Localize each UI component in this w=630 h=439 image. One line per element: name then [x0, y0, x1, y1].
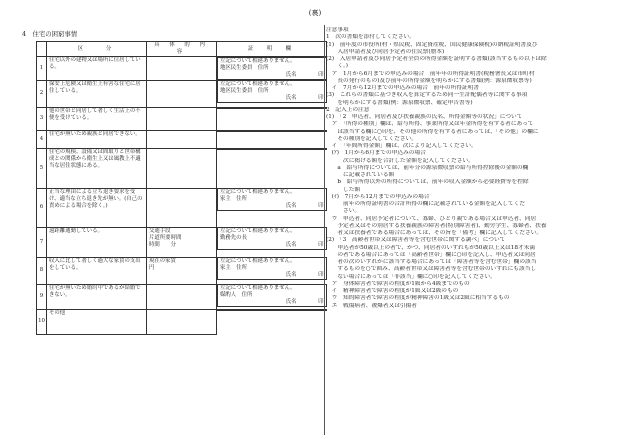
- note-line: ア 身体障害者で障害の程度が1級から4級までのもの: [326, 280, 470, 287]
- row-number: 1: [37, 57, 47, 81]
- note-line: ア 「所得の種別」欄は、給与所得、事業所得又は年金所得を有する者にあって: [326, 121, 534, 128]
- row-number: 8: [37, 257, 47, 284]
- cert-line: 左記について相違ありません。: [220, 81, 296, 87]
- section-title: 4 住宅の困窮事情: [22, 30, 78, 38]
- row-detail[interactable]: 交通手段 片道所要時間 時間 分: [147, 227, 217, 257]
- column-divider: [324, 25, 325, 435]
- row-certification[interactable]: [217, 309, 327, 311]
- row-category: 住宅の規模、設備又は間取りと世帯構成との関係から衛生上又は風教上不適当な居住状態にある。: [47, 148, 147, 188]
- row-number: 9: [37, 284, 47, 309]
- note-line: (ｱ) 1月から6月までの申込みの場合: [326, 150, 426, 157]
- note-line: (1) 前年度の市役所(村・県民税、固定資産税、国民健康保険税)の納税証明書及び: [326, 41, 538, 48]
- table-row: [37, 107, 327, 130]
- cert-line: 氏名 印: [285, 72, 324, 78]
- row-certification[interactable]: [217, 188, 327, 211]
- cert-line: 媒酌人 住所: [220, 292, 253, 298]
- note-line: 予定者又はその別居する扶養親族の障害者(特別障害者)、勤労学生、寡婦者、扶養: [326, 222, 547, 229]
- row-category: 住宅以外の建物又は場所に住居している。: [47, 57, 147, 81]
- note-line: した額: [326, 186, 361, 193]
- header-certification: 証 明 欄: [217, 42, 327, 57]
- table-row: [37, 257, 327, 284]
- page-side-label: (裏): [308, 9, 322, 17]
- row-number: 4: [37, 130, 47, 148]
- cert-line: 地区民生委員 住所: [220, 88, 269, 94]
- row-detail[interactable]: [147, 284, 217, 309]
- row-certification[interactable]: [217, 107, 327, 109]
- cert-line: 左記について相違ありません。: [220, 189, 296, 195]
- row-category: 住宅が無いため親族と同居できない。: [47, 130, 147, 148]
- row-number: 5: [37, 148, 47, 188]
- header-no: [37, 42, 47, 57]
- row-detail[interactable]: 現在の家賃 円: [147, 257, 217, 284]
- table-row: [37, 80, 327, 107]
- note-line: 者又は扶養者である場合にあっては、その旨を「備考」欄に記入してください。: [326, 230, 543, 236]
- cert-line: 左記について相違ありません。: [220, 228, 296, 234]
- note-line: 長の発行のもの)及び前年の所得金額を明らかにする書類(例：源泉徴収票等): [326, 77, 532, 84]
- note-line: イ 「年間所得金額」欄は、次により記入してください。: [326, 143, 477, 149]
- cert-line: 左記について相違ありません。: [220, 285, 296, 291]
- note-line: 入居申請者及び同居予定者の住民票(謄本): [326, 48, 445, 55]
- row-detail[interactable]: [147, 148, 217, 188]
- row-number: 7: [37, 227, 47, 257]
- note-line: 者の次のいずれかに該当する場合にあっては「障害者等を含む世帯」欄の該当: [326, 259, 537, 265]
- note-line: a 給与所得については、前年分の源泉徴収票の給与所得控除後の金額の欄: [326, 164, 529, 171]
- row-category: 正当な理由による立ち退き要求を受け、適当な立ち退き先が無い。(自己の責めによる場合を除く。): [47, 188, 147, 227]
- row-detail[interactable]: [147, 80, 217, 107]
- note-line: の者である場合にあっては「高齢者世帯」欄に○印を記入し、申込者又は同居: [326, 251, 536, 258]
- note-line: 2 記入上の注意: [326, 106, 370, 113]
- row-category: 住宅が無いため婚約中であるが結婚できない。: [47, 284, 147, 309]
- note-line: さい。: [326, 208, 361, 215]
- row-category: 遠距離通勤している。: [47, 227, 147, 257]
- row-category: 保安上危険又は衛生上有害な住宅に居住している。: [47, 80, 147, 107]
- note-line: イ 7月から12月までの申込みの場合 前年の所得証明書: [326, 85, 480, 91]
- note-line: を明らかにする書類(例：源泉徴収票、確定申告書等): [326, 99, 473, 106]
- note-line: エ 戦傷病者、被爆者又は引揚者: [326, 302, 417, 309]
- cert-line: 氏名 印: [285, 272, 324, 278]
- note-line: (ｲ) 7月から12月までの申込みの場合: [326, 193, 430, 200]
- note-line: 申込者が50歳以上の者で、かつ、同居者のいずれもが50歳以上又は18才未満: [326, 244, 536, 251]
- note-line: b 給与所得以外の所得については、前年の収入金額から必要経費等を控除: [326, 179, 529, 186]
- table-row: [37, 309, 327, 334]
- notes-heading: 注意事項: [326, 27, 349, 33]
- row-detail[interactable]: [147, 130, 217, 148]
- note-line: ウ 申込者、同居予定者について、寡婦、ひとり親である場合又は申込者、同居: [326, 215, 537, 222]
- row-category: その他: [47, 309, 147, 334]
- row-category: 収入に比して著しく過大な家賃の支出をしている。: [47, 257, 147, 284]
- row-detail[interactable]: [147, 107, 217, 130]
- row-number: 2: [37, 80, 47, 107]
- row-certification[interactable]: [217, 284, 327, 307]
- row-certification[interactable]: [217, 57, 327, 80]
- row-number: 6: [37, 188, 47, 227]
- table-row: [37, 57, 327, 81]
- row-detail[interactable]: [147, 188, 217, 227]
- row-detail[interactable]: [147, 309, 217, 334]
- note-line: ない場合にあっては「非該当」欄に○印を記入してください。: [326, 273, 496, 280]
- header-detail: 具 体 的 内 容: [147, 42, 217, 57]
- cert-line: 勤務先の長: [220, 235, 247, 241]
- note-line: (1) 「2 申込者、同居者及び扶養親族の氏名、所得金額等の状況」について: [326, 114, 523, 120]
- row-certification[interactable]: [217, 130, 327, 132]
- note-line: は該当する欄に○印を、その他の所得を有する者にあっては、「その他」の欄に: [326, 128, 539, 135]
- note-line: 次に掲げる額を合計した金額を記入してください。: [326, 157, 474, 164]
- cert-line: 地区民生委員 住所: [220, 65, 269, 71]
- cert-line: 氏名 印: [285, 242, 324, 248]
- cert-line: 家主 住所: [220, 196, 247, 202]
- notes-section: [326, 27, 626, 310]
- table-row: [37, 130, 327, 148]
- row-certification[interactable]: [217, 80, 327, 103]
- note-line: その種別を記入してください。: [326, 135, 417, 142]
- note-line: ウ 知的障害者で障害の程度が精神障害の1級又は2級に相当するもの: [326, 295, 510, 302]
- housing-hardship-section: [22, 29, 322, 335]
- table-row: [37, 227, 327, 257]
- note-line: 前年の所得証明書の合計所得の欄に記載されている金額を記入してくだ: [326, 201, 526, 207]
- header-category: 区 分: [47, 42, 147, 57]
- cert-line: 家主 住所: [220, 265, 247, 271]
- note-line: く。): [326, 63, 349, 70]
- note-line: 1 次の書類を添付してください。: [326, 34, 415, 41]
- cert-line: 氏名 印: [285, 299, 324, 305]
- note-line: ア 1月から6月までの申込みの場合 前年年の所得証明書(税務署長又は市町村: [326, 70, 535, 77]
- table-row: [37, 148, 327, 188]
- table-row: [37, 284, 327, 309]
- note-line: (2) 入居申請者及び同居予定者全員の所得金額を証明する書類(該当するもの以下は除: [326, 56, 547, 62]
- row-detail[interactable]: [147, 57, 217, 81]
- row-category: 他の世帯と同居して著しく生活上の不便を受けている。: [47, 107, 147, 130]
- cert-line: 左記について相違ありません。: [220, 258, 296, 264]
- note-line: に記載されている額: [326, 172, 395, 178]
- hardship-table: [36, 41, 327, 335]
- cert-line: 氏名 印: [285, 203, 324, 209]
- row-certification[interactable]: [217, 148, 327, 150]
- note-line: するものを○で囲み、高齢者世帯又は障害者等を含む世帯のいずれにも該当し: [326, 266, 537, 273]
- row-certification[interactable]: [217, 227, 327, 250]
- cert-line: 左記について相違ありません。: [220, 58, 296, 64]
- table-row: [37, 188, 327, 227]
- note-line: (3) これらの書類に基づき収入を算定するため同一生計配偶者等に関する事項: [326, 92, 528, 99]
- note-line: イ 精神障害者で障害の程度が1級又は2級のもの: [326, 288, 459, 294]
- note-line: (2) 「3 高齢者世帯又は障害者等を含む世帯に関する調べ」について: [326, 237, 506, 244]
- row-number: 3: [37, 107, 47, 130]
- cert-line: 氏名 印: [285, 95, 324, 101]
- row-certification[interactable]: [217, 257, 327, 280]
- row-number: 10: [37, 309, 47, 334]
